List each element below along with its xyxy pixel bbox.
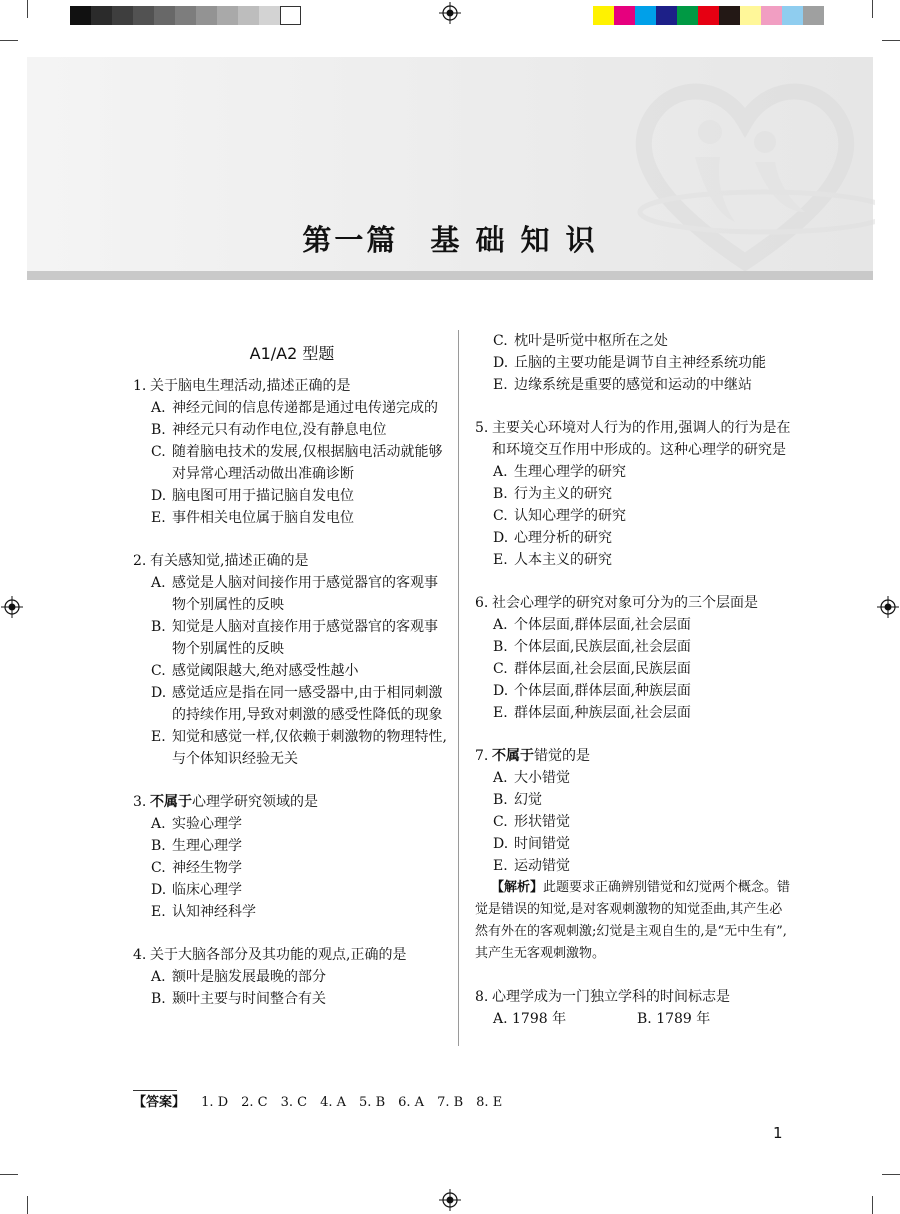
option-text: 生理心理学 (172, 838, 242, 854)
option-text: 幻觉 (514, 792, 542, 808)
answer-item: 7. B (437, 1095, 464, 1110)
registration-mark-icon (1, 596, 23, 618)
option-label: B. (637, 1011, 652, 1027)
option-text: 认知心理学的研究 (514, 508, 626, 524)
question-stem: 心理学成为一门独立学科的时间标志是 (492, 989, 730, 1005)
option-label: B. (151, 619, 166, 635)
question-number: 3. (133, 794, 147, 810)
option-text: 1798 年 (512, 1011, 567, 1027)
left-column (133, 330, 451, 1010)
option-text: 行为主义的研究 (514, 486, 612, 502)
question-emphasis: 不属于 (150, 794, 192, 810)
right-column (475, 330, 795, 1030)
question-number: 4. (133, 947, 147, 963)
answer-item: 6. A (398, 1095, 425, 1110)
answer-item: 2. C (241, 1095, 268, 1110)
option-label: D. (493, 836, 509, 852)
option-text: 心理分析的研究 (514, 530, 612, 546)
color-swatch (698, 6, 719, 25)
answer-key (133, 1093, 515, 1113)
crop-mark (27, 1196, 28, 1214)
question-number: 1. (133, 378, 147, 394)
option-label: E. (151, 904, 166, 920)
gray-swatch (133, 6, 154, 25)
option-label: D. (493, 683, 509, 699)
option-text: 感觉适应是指在同一感受器中,由于相同刺激的持续作用,导致对刺激的感受性降低的现象 (172, 685, 443, 723)
page-number: 1 (773, 1124, 783, 1142)
crop-mark (0, 1174, 18, 1175)
option-text: 认知神经科学 (172, 904, 256, 920)
part-title: 第一篇 基 础 知 识 (302, 223, 598, 257)
registration-mark-icon (439, 2, 461, 24)
option-label: C. (493, 508, 508, 524)
option-text: 边缘系统是重要的感觉和运动的中继站 (514, 377, 752, 393)
gray-swatch (196, 6, 217, 25)
option-label: A. (493, 617, 508, 633)
option-label: E. (151, 729, 166, 745)
option-label: E. (151, 510, 166, 526)
question-number: 6. (475, 595, 489, 611)
option-text: 个体层面,群体层面,社会层面 (514, 617, 691, 633)
option-text: 神经元间的信息传递都是通过电传递完成的 (172, 400, 438, 416)
option-label: A. (151, 575, 166, 591)
answers-rule (133, 1090, 177, 1091)
question-4-continued (475, 330, 795, 396)
option-label: B. (151, 838, 166, 854)
option-text: 人本主义的研究 (514, 552, 612, 568)
option-label: D. (493, 355, 509, 371)
answer-key-tag: 【答案】 (133, 1095, 186, 1110)
option-text: 时间错觉 (514, 836, 570, 852)
option-text: 额叶是脑发展最晚的部分 (172, 969, 326, 985)
option-label: D. (151, 685, 167, 701)
option-label: B. (151, 991, 166, 1007)
gray-swatch (112, 6, 133, 25)
option-text: 感觉是人脑对间接作用于感觉器官的客观事物个别属性的反映 (172, 575, 438, 613)
question-emphasis: 不属于 (492, 748, 534, 764)
analysis-text: 此题要求正确辨别错觉和幻觉两个概念。错觉是错误的知觉,是对客观刺激物的知觉歪曲,其产生必然有外在的客观刺激;幻觉是主观自生的,是“无中生有”,其产生无客观刺激物。 (475, 880, 791, 961)
option-label: A. (151, 400, 166, 416)
answer-item: 3. C (280, 1095, 308, 1110)
gray-swatch (217, 6, 238, 25)
option-text: 个体层面,群体层面,种族层面 (514, 683, 691, 699)
option-label: D. (151, 488, 167, 504)
option-text: 实验心理学 (172, 816, 242, 832)
gray-swatch (259, 6, 280, 25)
option-text: 大小错觉 (514, 770, 570, 786)
gray-swatch (238, 6, 259, 25)
option-label: B. (151, 422, 166, 438)
option-label: E. (493, 858, 508, 874)
crop-mark (0, 40, 18, 41)
option-inline (637, 1008, 781, 1030)
color-swatch (803, 6, 824, 25)
question-number: 5. (475, 420, 489, 436)
color-swatch (782, 6, 803, 25)
option-label: B. (493, 486, 508, 502)
option-label: A. (493, 770, 508, 786)
color-swatch (677, 6, 698, 25)
registration-mark-icon (439, 1189, 461, 1211)
analysis-tag: 【解析】 (491, 880, 544, 895)
answer-item: 4. A (320, 1095, 347, 1110)
question-6 (475, 592, 795, 724)
option-text: 脑电图可用于描记脑自发电位 (172, 488, 354, 504)
option-text: 群体层面,种族层面,社会层面 (514, 705, 691, 721)
question-2 (133, 550, 451, 770)
option-text: 随着脑电技术的发展,仅根据脑电活动就能够对异常心理活动做出准确诊断 (172, 444, 443, 482)
option-label: D. (151, 882, 167, 898)
option-label: C. (493, 814, 508, 830)
question-stem: 关于脑电生理活动,描述正确的是 (150, 378, 351, 394)
header-bar (27, 271, 873, 280)
crop-mark (882, 40, 900, 41)
option-text: 个体层面,民族层面,社会层面 (514, 639, 691, 655)
question-8 (475, 986, 795, 1030)
question-number: 7. (475, 748, 489, 764)
question-number: 2. (133, 553, 147, 569)
section-title: A1/A2 型题 (249, 344, 335, 363)
option-label: B. (493, 792, 508, 808)
gray-swatch (154, 6, 175, 25)
option-text: 形状错觉 (514, 814, 570, 830)
question-stem: 心理学研究领域的是 (192, 794, 318, 810)
question-1 (133, 375, 451, 529)
option-text: 神经生物学 (172, 860, 242, 876)
gray-swatch (280, 6, 301, 25)
crop-mark (27, 0, 28, 18)
answer-item: 8. E (476, 1095, 503, 1110)
option-label: C. (151, 444, 166, 460)
gray-swatch (91, 6, 112, 25)
option-label: E. (493, 705, 508, 721)
question-number: 8. (475, 989, 489, 1005)
crop-mark (882, 1174, 900, 1175)
gray-swatch (175, 6, 196, 25)
option-text: 丘脑的主要功能是调节自主神经系统功能 (514, 355, 766, 371)
option-text: 颞叶主要与时间整合有关 (172, 991, 326, 1007)
answer-item: 5. B (359, 1095, 386, 1110)
registration-mark-icon (877, 596, 899, 618)
question-stem: 错觉的是 (534, 748, 590, 764)
color-swatch (719, 6, 740, 25)
question-3 (133, 791, 451, 923)
option-text: 临床心理学 (172, 882, 242, 898)
answer-items (201, 1095, 515, 1110)
question-stem: 社会心理学的研究对象可分为的三个层面是 (492, 595, 758, 611)
option-text: 神经元只有动作电位,没有静息电位 (172, 422, 387, 438)
color-swatch (740, 6, 761, 25)
option-label: A. (151, 816, 166, 832)
option-text: 1789 年 (656, 1011, 711, 1027)
color-swatch (635, 6, 656, 25)
option-label: C. (493, 661, 508, 677)
option-text: 群体层面,社会层面,民族层面 (514, 661, 691, 677)
analysis-block (475, 877, 795, 965)
answer-item: 1. D (201, 1095, 229, 1110)
option-text: 运动错觉 (514, 858, 570, 874)
option-label: E. (493, 552, 508, 568)
option-text: 知觉和感觉一样,仅依赖于刺激物的物理特性,与个体知识经验无关 (172, 729, 447, 767)
option-inline (493, 1008, 637, 1030)
color-swatch (614, 6, 635, 25)
color-swatch (761, 6, 782, 25)
crop-mark (872, 0, 873, 18)
option-label: C. (151, 860, 166, 876)
option-text: 枕叶是听觉中枢所在之处 (514, 333, 668, 349)
column-divider (458, 330, 459, 1046)
gray-swatch (70, 6, 91, 25)
color-swatch (656, 6, 677, 25)
color-swatch (593, 6, 614, 25)
question-4 (133, 944, 451, 1010)
option-text: 生理心理学的研究 (514, 464, 626, 480)
option-label: B. (493, 639, 508, 655)
question-stem: 主要关心环境对人行为的作用,强调人的行为是在和环境交互作用中形成的。这种心理学的研究是 (492, 420, 791, 458)
option-text: 感觉阈限越大,绝对感受性越小 (172, 663, 359, 679)
option-label: A. (493, 1011, 508, 1027)
option-label: C. (493, 333, 508, 349)
question-5 (475, 417, 795, 571)
option-label: E. (493, 377, 508, 393)
option-text: 知觉是人脑对直接作用于感觉器官的客观事物个别属性的反映 (172, 619, 438, 657)
option-label: D. (493, 530, 509, 546)
option-label: A. (151, 969, 166, 985)
question-stem: 有关感知觉,描述正确的是 (150, 553, 309, 569)
option-label: A. (493, 464, 508, 480)
option-text: 事件相关电位属于脑自发电位 (172, 510, 354, 526)
crop-mark (872, 1196, 873, 1214)
option-label: C. (151, 663, 166, 679)
question-stem: 关于大脑各部分及其功能的观点,正确的是 (150, 947, 407, 963)
question-7 (475, 745, 795, 965)
